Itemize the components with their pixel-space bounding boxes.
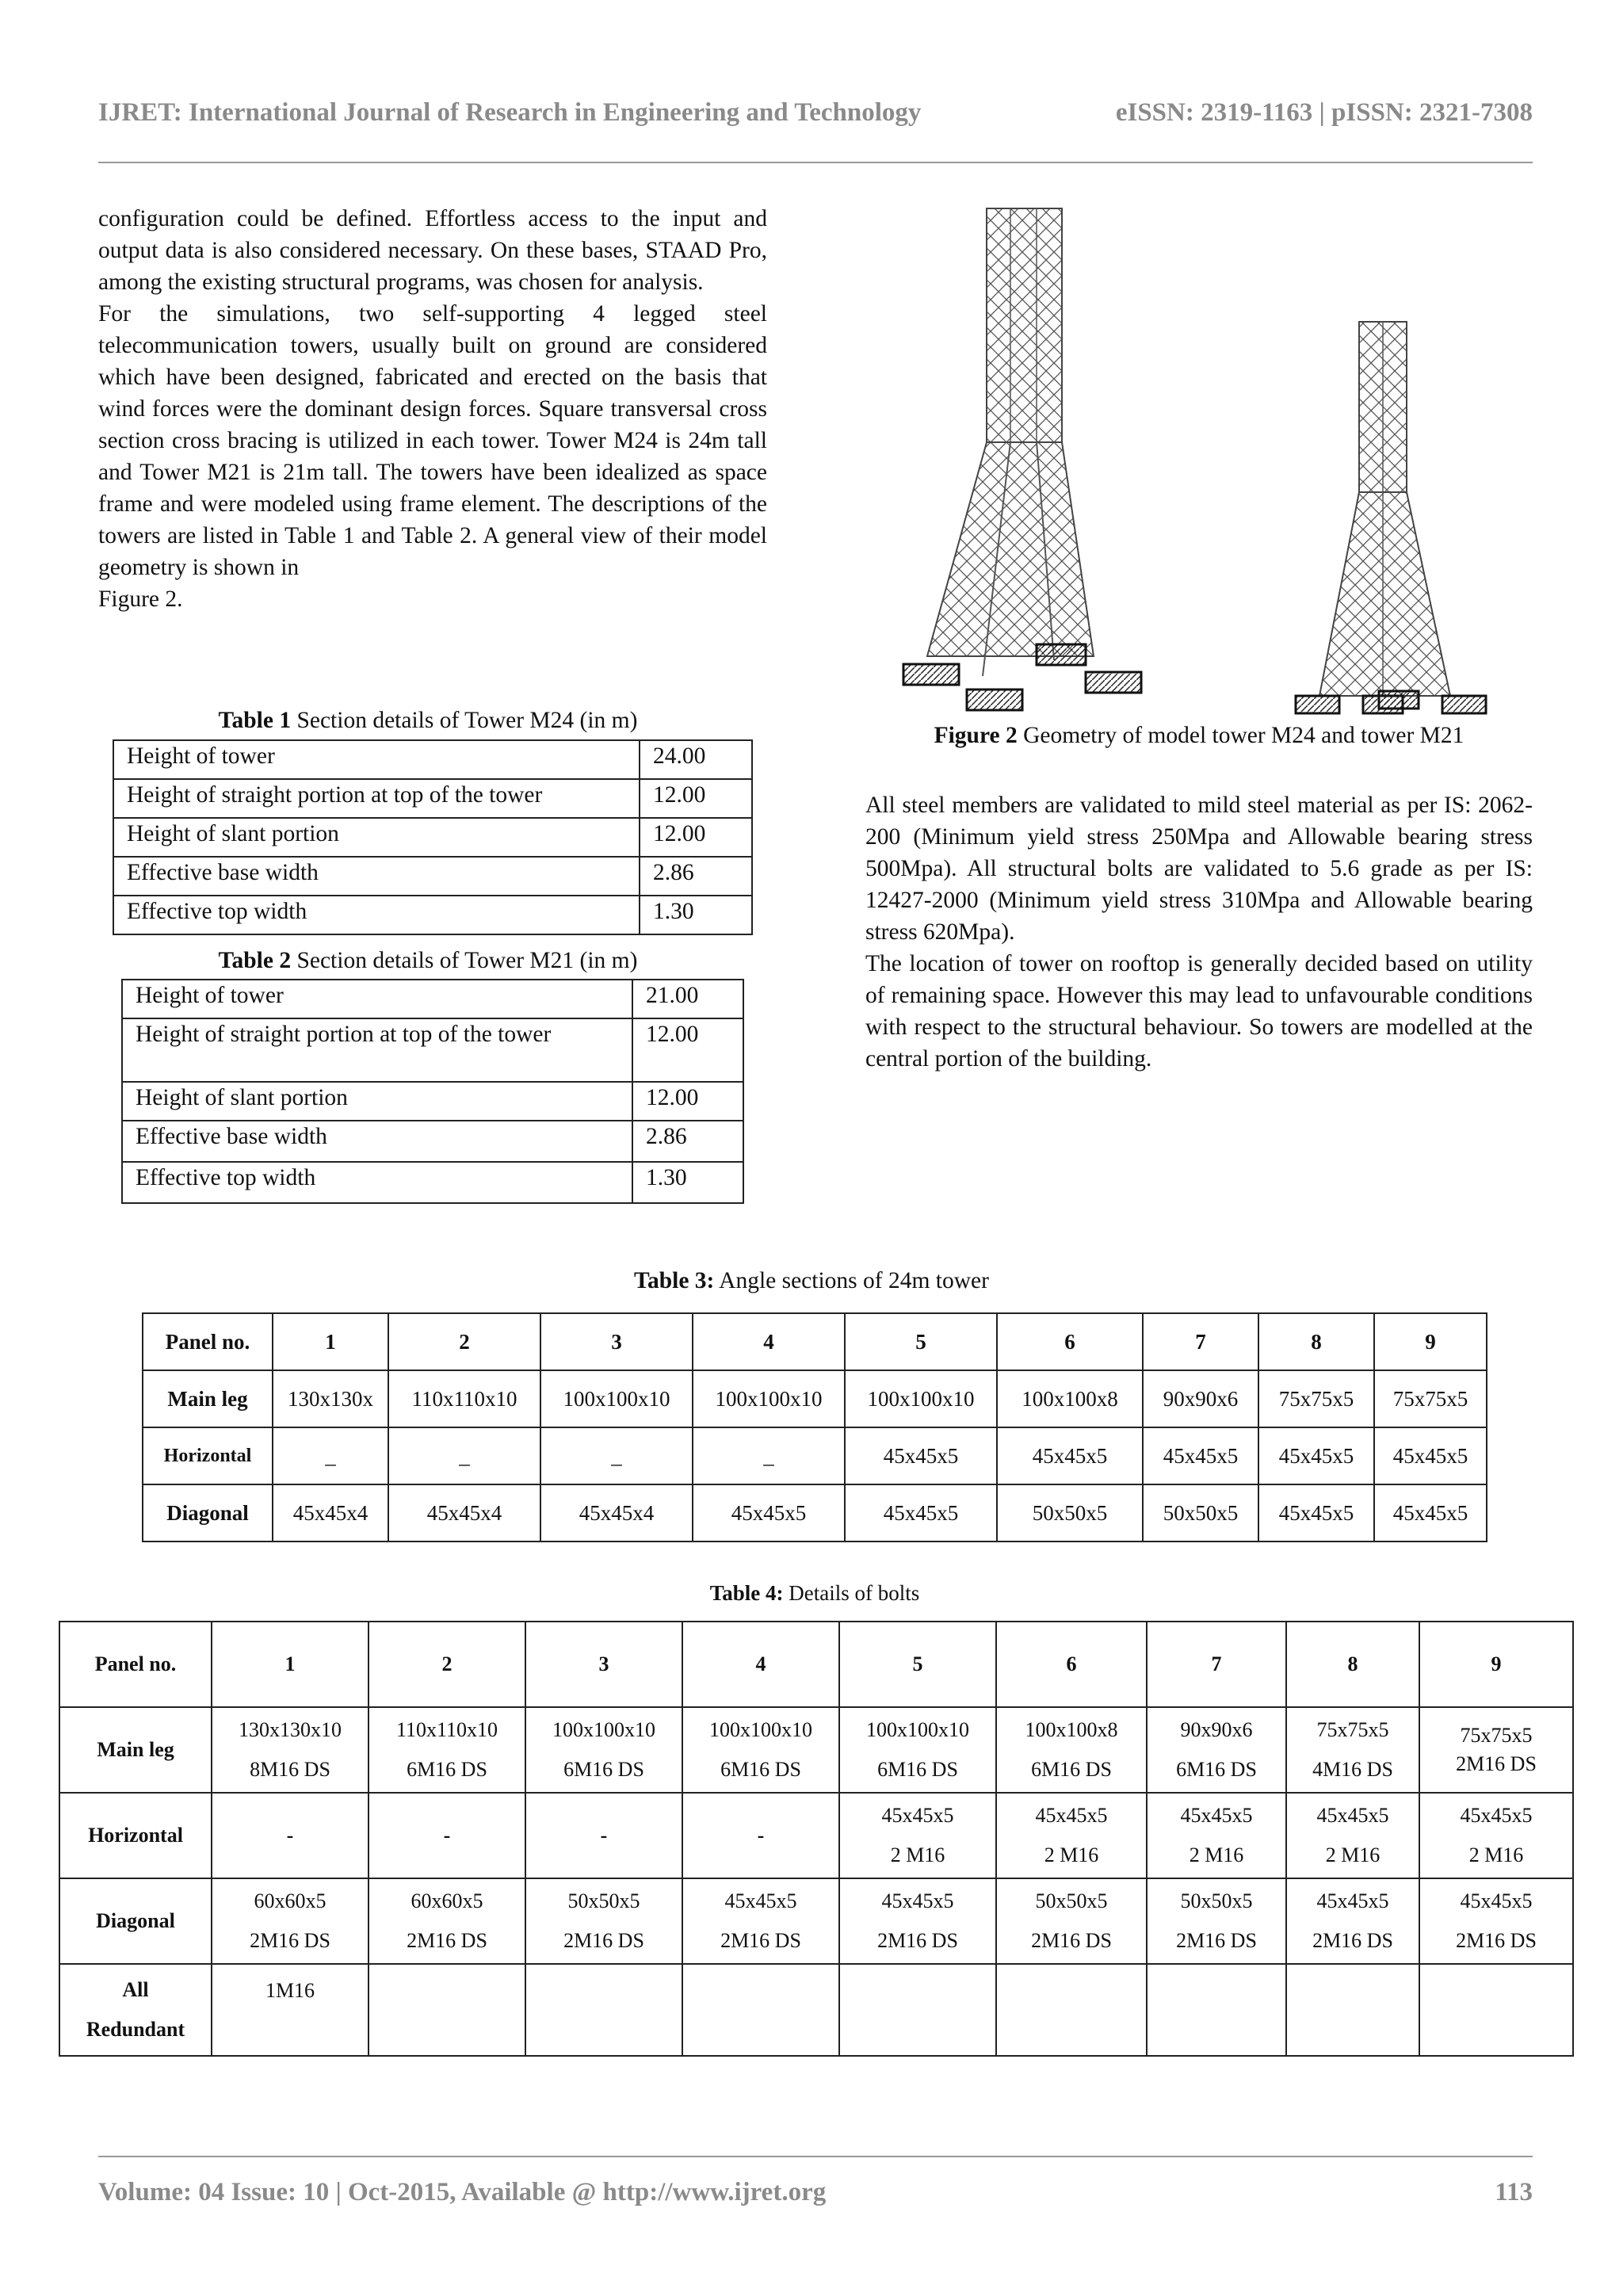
table-cell: 100x100x10 <box>845 1370 997 1427</box>
table-cell: 75x75x5 <box>1258 1370 1374 1427</box>
bolt-spec: 2M16 DS <box>720 1929 801 1952</box>
table-header-row <box>59 1622 1573 1707</box>
table1-caption <box>111 708 745 734</box>
row-header-cell <box>59 1964 212 2056</box>
table-cell: Effective base width <box>122 1121 632 1162</box>
header-cell: 8 <box>1286 1622 1419 1707</box>
table-cell <box>839 1707 996 1793</box>
running-footer <box>98 2178 1533 2207</box>
header-cell: 2 <box>388 1313 540 1370</box>
table-row <box>122 1018 743 1082</box>
table2 <box>121 979 744 1204</box>
table-cell: 50x50x5 <box>1143 1484 1258 1541</box>
table-cell: _ <box>540 1427 693 1484</box>
table-cell: - <box>212 1793 369 1878</box>
header-cell: 9 <box>1374 1313 1487 1370</box>
table3-label: Table 3: <box>634 1268 715 1293</box>
running-header <box>98 98 1533 128</box>
bolt-spec: 2M16 DS <box>1031 1929 1112 1952</box>
table-cell: Effective base width <box>113 857 640 896</box>
table-header-row <box>143 1313 1487 1370</box>
header-cell: 6 <box>996 1622 1147 1707</box>
table-cell: 45x45x5 <box>693 1484 845 1541</box>
table-cell: 24.00 <box>640 740 752 779</box>
section-size: 45x45x5 <box>1460 1889 1533 1912</box>
table4 <box>59 1621 1574 2057</box>
table-cell <box>1419 1964 1573 2056</box>
figure2-title: Geometry of model tower M24 and tower M21 <box>1017 723 1465 748</box>
table-cell <box>369 1964 525 2056</box>
section-size: 100x100x10 <box>866 1718 969 1741</box>
section-size: 100x100x8 <box>1025 1718 1118 1741</box>
left-column-text <box>98 203 767 615</box>
table-cell <box>212 1878 369 1964</box>
table-cell: 12.00 <box>632 1018 743 1082</box>
table2-caption <box>111 948 745 974</box>
table-cell: Height of tower <box>113 740 640 779</box>
section-size: 45x45x5 <box>724 1889 797 1912</box>
header-cell: 3 <box>540 1313 693 1370</box>
table-cell: 130x130x <box>273 1370 388 1427</box>
table-cell: Effective top width <box>122 1162 632 1203</box>
paragraph: configuration could be defined. Effortless access to the input and output data is also considered necessary. On these bases, STAAD Pro, among the existing structural programs, was chosen for analysis. <box>98 206 767 295</box>
bolt-spec: 2M16 DS <box>250 1929 330 1952</box>
table3-title: Angle sections of 24m tower <box>714 1268 989 1293</box>
section-size: 45x45x5 <box>1460 1804 1533 1827</box>
header-cell: 4 <box>682 1622 839 1707</box>
table-cell: 45x45x5 <box>1374 1484 1487 1541</box>
table4-label: Table 4: <box>709 1581 784 1605</box>
section-size: 110x110x10 <box>395 1718 498 1741</box>
table-cell <box>1419 1707 1573 1793</box>
paragraph: For the simulations, two self-supporting 4 legged steel telecommunication towers, usually built on ground are considered which have been designed, fabricated and erected on the basis that wind forces were the dominant design forces. Square transversal cross section cross bracing is utilized in each tower. Tower M24 is 24m tall and Tower M21 is 21m tall. The towers have been idealized as space frame and were modeled using frame element. The descriptions of the towers are listed in Table 1 and Table 2. A general view of their model geometry is shown in <box>98 301 767 580</box>
table-cell: 45x45x5 <box>1374 1427 1487 1484</box>
table-cell: Height of slant portion <box>113 818 640 857</box>
table-cell: - <box>525 1793 682 1878</box>
table-cell <box>996 1964 1147 2056</box>
bolt-spec: 2M16 DS <box>407 1929 487 1952</box>
table-cell <box>1147 1878 1286 1964</box>
table-row <box>143 1427 1487 1484</box>
table-cell: 90x90x6 <box>1143 1370 1258 1427</box>
table-cell: Height of straight portion at top of the tower <box>122 1018 632 1082</box>
table-cell <box>525 1878 682 1964</box>
table-cell: _ <box>388 1427 540 1484</box>
table-cell: Height of straight portion at top of the tower <box>113 779 640 818</box>
header-cell: 1 <box>273 1313 388 1370</box>
table-cell: 2.86 <box>632 1121 743 1162</box>
row-header-line: Redundant <box>86 2018 185 2041</box>
tower-m21-drawing <box>1296 322 1486 713</box>
table-row <box>113 740 752 779</box>
bolt-spec: 2 M16 <box>1189 1843 1244 1866</box>
table-cell <box>996 1707 1147 1793</box>
section-size: 60x60x5 <box>254 1889 327 1912</box>
row-header-cell: Horizontal <box>59 1793 212 1878</box>
right-column-text <box>865 789 1533 1075</box>
bolt-spec: 2M16 DS <box>1312 1929 1393 1952</box>
header-cell: 2 <box>369 1622 525 1707</box>
table-cell: 45x45x5 <box>1258 1484 1374 1541</box>
table-cell <box>1147 1707 1286 1793</box>
table-cell: 100x100x10 <box>693 1370 845 1427</box>
header-cell: 6 <box>997 1313 1143 1370</box>
table-cell: Height of slant portion <box>122 1082 632 1121</box>
journal-title: IJRET: International Journal of Research in Engineering and Technology <box>98 98 922 127</box>
table-cell: 2.86 <box>640 857 752 896</box>
table3-caption <box>142 1268 1481 1294</box>
volume-info: Volume: 04 Issue: 10 | Oct-2015, Available @ http://www.ijret.org <box>98 2178 827 2206</box>
section-size: 130x130x10 <box>239 1718 342 1741</box>
table-cell: 100x100x8 <box>997 1370 1143 1427</box>
table-cell: - <box>369 1793 525 1878</box>
table-cell: _ <box>693 1427 845 1484</box>
table2-label: Table 2 <box>218 948 292 973</box>
header-rule <box>98 162 1533 163</box>
page-number: 113 <box>1495 2178 1533 2206</box>
header-cell: Panel no. <box>143 1313 273 1370</box>
table-cell <box>839 1878 996 1964</box>
section-size: 75x75x5 <box>1316 1718 1389 1741</box>
table-cell: 75x75x5 <box>1374 1370 1487 1427</box>
table-cell: 45x45x5 <box>1143 1427 1258 1484</box>
table-row <box>59 1707 1573 1793</box>
bolt-spec: 6M16 DS <box>407 1758 487 1781</box>
bolt-spec: 2M16 DS <box>1176 1929 1257 1952</box>
table4-title: Details of bolts <box>783 1581 920 1605</box>
table-cell <box>996 1793 1147 1878</box>
section-size: 50x50x5 <box>1180 1889 1253 1912</box>
table2-title: Section details of Tower M21 (in m) <box>291 948 638 973</box>
table-row <box>113 779 752 818</box>
table-cell <box>1286 1793 1419 1878</box>
table-row <box>113 818 752 857</box>
section-size: 45x45x5 <box>1035 1804 1108 1827</box>
bolt-spec: 4M16 DS <box>1312 1758 1393 1781</box>
bolt-spec: 6M16 DS <box>1031 1758 1112 1781</box>
table-cell: Effective top width <box>113 896 640 934</box>
table-cell <box>1419 1793 1573 1878</box>
section-size: 90x90x6 <box>1180 1718 1253 1741</box>
table-cell <box>1147 1964 1286 2056</box>
table-cell <box>369 1878 525 1964</box>
bolt-spec: 6M16 DS <box>563 1758 644 1781</box>
bolt-spec: 2 M16 <box>1325 1843 1381 1866</box>
table-row <box>143 1484 1487 1541</box>
table-cell: 45x45x4 <box>540 1484 693 1541</box>
section-size: 60x60x5 <box>411 1889 483 1912</box>
table-cell <box>682 1964 839 2056</box>
table-cell <box>212 1707 369 1793</box>
tower-geometry-figure <box>896 204 1522 721</box>
bolt-spec: 2M16 DS <box>877 1929 958 1952</box>
table-cell <box>839 1964 996 2056</box>
table-cell: 50x50x5 <box>997 1484 1143 1541</box>
row-header-line: All <box>122 1978 149 2001</box>
header-cell: 5 <box>839 1622 996 1707</box>
row-header-cell: Diagonal <box>59 1878 212 1964</box>
table-cell <box>1419 1878 1573 1964</box>
bolt-spec: 8M16 DS <box>250 1758 330 1781</box>
header-cell: Panel no. <box>59 1622 212 1707</box>
table-cell: - <box>682 1793 839 1878</box>
table-cell: 45x45x5 <box>845 1484 997 1541</box>
section-size: 45x45x5 <box>1316 1804 1389 1827</box>
header-cell: 3 <box>525 1622 682 1707</box>
section-size: 45x45x5 <box>1316 1889 1389 1912</box>
tower-m24-drawing <box>903 208 1141 710</box>
table-cell: 1.30 <box>640 896 752 934</box>
section-size: 50x50x5 <box>567 1889 640 1912</box>
table-cell: 12.00 <box>640 818 752 857</box>
table1-title: Section details of Tower M24 (in m) <box>291 708 638 733</box>
table-cell <box>839 1793 996 1878</box>
section-size: 100x100x10 <box>709 1718 812 1741</box>
table-row <box>122 1121 743 1162</box>
paragraph: Figure 2. <box>98 586 183 612</box>
header-cell: 7 <box>1143 1313 1258 1370</box>
row-header-cell: Horizontal <box>143 1427 273 1484</box>
section-size: 100x100x10 <box>552 1718 655 1741</box>
header-cell: 9 <box>1419 1622 1573 1707</box>
row-header-cell: Main leg <box>59 1707 212 1793</box>
table-cell <box>996 1878 1147 1964</box>
table-cell: 45x45x4 <box>273 1484 388 1541</box>
figure2-caption <box>865 723 1533 749</box>
bolt-spec: 6M16 DS <box>1176 1758 1257 1781</box>
header-cell: 5 <box>845 1313 997 1370</box>
table-cell <box>682 1878 839 1964</box>
bolt-spec: 2M16 DS <box>563 1929 644 1952</box>
table-cell: 12.00 <box>632 1082 743 1121</box>
footer-rule <box>98 2156 1533 2157</box>
table1 <box>113 739 753 935</box>
table-cell <box>1147 1793 1286 1878</box>
table-cell: 12.00 <box>640 779 752 818</box>
table3 <box>142 1312 1487 1542</box>
bolt-spec: 2 M16 <box>1044 1843 1099 1866</box>
header-cell: 7 <box>1147 1622 1286 1707</box>
paragraph: All steel members are validated to mild steel material as per IS: 2062-200 (Minimum yield stress 250Mpa and Allowable bearing stress 500Mpa). All structural bolts are validated to 5.6 grade as per IS: 12427-2000 (Minimum yield stress 310Mpa and Allowable bearing stress 620Mpa). <box>865 793 1533 945</box>
table1-label: Table 1 <box>218 708 292 733</box>
section-size: 45x45x5 <box>881 1804 954 1827</box>
bolt-spec: 2 M16 <box>890 1843 945 1866</box>
issn: eISSN: 2319-1163 | pISSN: 2321-7308 <box>1115 98 1533 127</box>
table-row <box>122 1162 743 1203</box>
table-row <box>59 1878 1573 1964</box>
table-cell: Height of tower <box>122 980 632 1018</box>
row-header-cell: Diagonal <box>143 1484 273 1541</box>
table-cell: 45x45x5 <box>1258 1427 1374 1484</box>
table-cell: 1.30 <box>632 1162 743 1203</box>
bolt-spec: 6M16 DS <box>877 1758 958 1781</box>
paragraph: The location of tower on rooftop is generally decided based on utility of remaining space. However this may lead to unfavourable conditions with respect to the structural behaviour. So towers are modelled at the central portion of the building. <box>865 951 1533 1072</box>
table4-caption <box>59 1581 1571 1606</box>
table-cell: 45x45x5 <box>997 1427 1143 1484</box>
table-cell: 1M16 <box>212 1964 369 2056</box>
section-size: 50x50x5 <box>1035 1889 1108 1912</box>
table-row <box>113 896 752 934</box>
section-size: 75x75x5 <box>1460 1724 1533 1747</box>
header-cell: 1 <box>212 1622 369 1707</box>
table-cell <box>1286 1964 1419 2056</box>
table-cell: 100x100x10 <box>540 1370 693 1427</box>
table-cell: 45x45x5 <box>845 1427 997 1484</box>
table-cell <box>525 1964 682 2056</box>
header-cell: 8 <box>1258 1313 1374 1370</box>
table-row <box>59 1793 1573 1878</box>
table-cell: _ <box>273 1427 388 1484</box>
table-row <box>113 857 752 896</box>
table-row <box>59 1964 1573 2056</box>
table-cell <box>525 1707 682 1793</box>
table-cell <box>1286 1707 1419 1793</box>
section-size: 45x45x5 <box>881 1889 954 1912</box>
bolt-spec: 2 M16 <box>1468 1843 1524 1866</box>
bolt-spec: 2M16 DS <box>1456 1752 1537 1775</box>
bolt-spec: 6M16 DS <box>720 1758 801 1781</box>
row-header-cell: Main leg <box>143 1370 273 1427</box>
section-size: 45x45x5 <box>1180 1804 1253 1827</box>
table-cell: 45x45x4 <box>388 1484 540 1541</box>
table-row <box>122 1082 743 1121</box>
table-cell <box>369 1707 525 1793</box>
figure2-label: Figure 2 <box>934 723 1018 748</box>
table-cell <box>1286 1878 1419 1964</box>
table-cell <box>682 1707 839 1793</box>
table-row <box>143 1370 1487 1427</box>
table-cell: 110x110x10 <box>388 1370 540 1427</box>
header-cell: 4 <box>693 1313 845 1370</box>
table-cell: 21.00 <box>632 980 743 1018</box>
table-row <box>122 980 743 1018</box>
bolt-spec: 2M16 DS <box>1456 1929 1537 1952</box>
